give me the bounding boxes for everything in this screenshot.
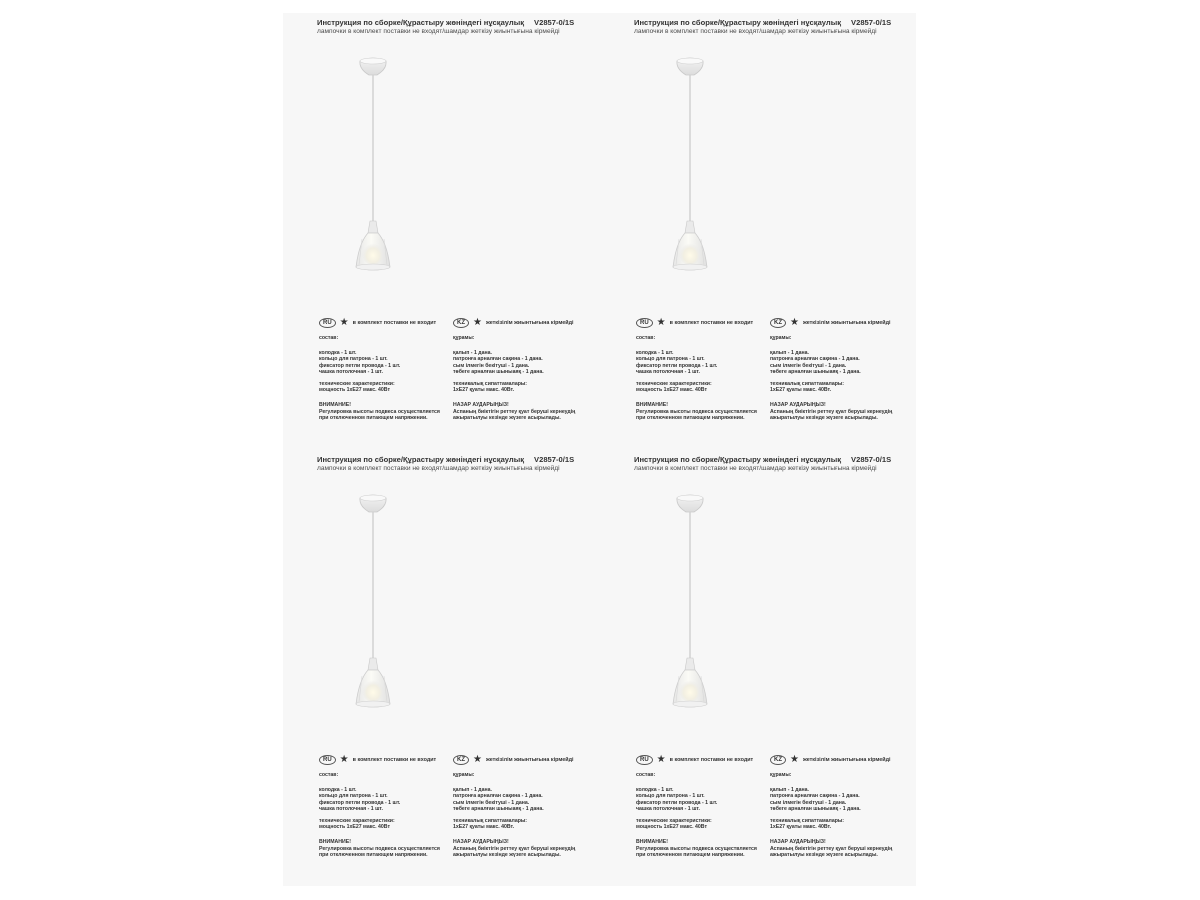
russian-column — [319, 318, 449, 421]
kz-badge: KZ — [453, 318, 469, 328]
star-icon: ★ — [339, 317, 349, 328]
kz-badge: KZ — [770, 318, 786, 328]
kz-warning — [770, 839, 900, 858]
list-item: қалып - 1 дана. — [770, 787, 809, 794]
star-icon: ★ — [656, 754, 666, 765]
list-item: колодка - 1 шт. — [636, 350, 674, 357]
model-number: V2857-0/1S — [851, 455, 892, 464]
kz-items — [453, 350, 583, 375]
list-item: кольцо для патрона - 1 шт. — [319, 793, 388, 800]
kz-specs — [453, 381, 583, 393]
instruction-panel — [283, 13, 599, 449]
ru-badge: RU — [319, 755, 336, 765]
kz-specs-title: техникалық сипаттамалары: — [453, 381, 528, 388]
star-icon: ★ — [790, 754, 799, 765]
ru-warning-line: при отключенном питающем напряжении. — [636, 414, 745, 421]
ru-warning — [636, 839, 766, 858]
ru-warning-title: ВНИМАНИЕ! — [319, 402, 351, 409]
ru-specs-value: мощность 1хЕ27 макс. 40Вт — [636, 824, 707, 831]
model-number: V2857-0/1S — [851, 18, 892, 27]
panel-title — [634, 18, 924, 27]
kz-specs — [770, 818, 900, 830]
list-item: қалып - 1 дана. — [453, 350, 492, 357]
list-item: патронға арналған сақина - 1 дана. — [770, 356, 860, 363]
panel-subtitle: лампочки в комплект поставки не входят/шамдар жеткізу жиынтығына кірмейді — [634, 465, 877, 472]
list-item: патронға арналған сақина - 1 дана. — [770, 793, 860, 800]
kz-note: жеткізілім жиынтығына кірмейді — [485, 756, 574, 763]
kz-warning-line: Аспаның биіктігін реттеу қуат беруші кернеудің — [770, 408, 893, 415]
ru-badge: RU — [319, 318, 336, 328]
ru-badge: RU — [636, 755, 653, 765]
pendant-lamp-illustration — [660, 53, 720, 278]
kz-warning — [770, 402, 900, 421]
list-item: чашка потолочная - 1 шт. — [319, 368, 383, 375]
list-item: чашка потолочная - 1 шт. — [319, 805, 383, 812]
ru-specs-title: технические характеристики: — [319, 381, 395, 388]
ru-warning-line: при отключенном питающем напряжении. — [319, 414, 428, 421]
title-text: Инструкция по сборке/Құрастыру жөніндегі нұсқаулық — [634, 455, 842, 464]
title-text: Инструкция по сборке/Құрастыру жөніндегі нұсқаулық — [317, 18, 525, 27]
ru-warning-line: при отключенном питающем напряжении. — [319, 851, 428, 858]
ru-items — [636, 350, 766, 375]
panel-subtitle: лампочки в комплект поставки не входят/шамдар жеткізу жиынтығына кірмейді — [317, 465, 560, 472]
kz-items — [770, 787, 900, 812]
russian-column — [319, 755, 449, 858]
list-item: кольцо для патрона - 1 шт. — [636, 793, 705, 800]
instruction-panel — [283, 450, 599, 886]
list-item: төбеге арналған шыныаяқ - 1 дана. — [770, 805, 861, 812]
list-item: сым ілмегін бекітуші - 1 дана. — [770, 362, 847, 369]
kz-note: жеткізілім жиынтығына кірмейді — [802, 756, 891, 763]
ru-composition-title: состав: — [319, 772, 339, 778]
ru-specs-value: мощность 1хЕ27 макс. 40Вт — [636, 387, 707, 394]
kazakh-column — [453, 318, 583, 421]
kz-badge: KZ — [770, 755, 786, 765]
ru-badge: RU — [636, 318, 653, 328]
ru-warning-title: ВНИМАНИЕ! — [319, 839, 351, 846]
kz-warning-line: ажыратылуы кезінде жүзеге асырылады. — [770, 414, 878, 421]
star-icon: ★ — [339, 754, 349, 765]
kz-warning-line: ажыратылуы кезінде жүзеге асырылады. — [770, 851, 878, 858]
panel-title — [317, 455, 607, 464]
list-item: сым ілмегін бекітуші - 1 дана. — [770, 799, 847, 806]
kz-warning-line: Аспаның биіктігін реттеу қуат беруші кернеудің — [453, 845, 576, 852]
ru-specs — [319, 818, 449, 830]
kz-warning-title: НАЗАР АУДАРЫҢЫЗ! — [770, 402, 826, 409]
kz-specs — [453, 818, 583, 830]
list-item: кольцо для патрона - 1 шт. — [636, 356, 705, 363]
list-item: колодка - 1 шт. — [319, 787, 357, 794]
ru-composition-title: состав: — [636, 772, 656, 778]
ru-specs-value: мощность 1хЕ27 макс. 40Вт — [319, 824, 390, 831]
russian-column — [636, 318, 766, 421]
kz-warning-title: НАЗАР АУДАРЫҢЫЗ! — [770, 839, 826, 846]
kz-composition-title: құрамы: — [453, 335, 475, 341]
ru-warning-line: Регулировка высоты подвеса осуществляется — [319, 408, 440, 415]
list-item: кольцо для патрона - 1 шт. — [319, 356, 388, 363]
kz-warning-title: НАЗАР АУДАРЫҢЫЗ! — [453, 402, 509, 409]
kz-specs-value: 1хЕ27 қуаты макс. 40Вт. — [770, 387, 832, 394]
ru-warning-title: ВНИМАНИЕ! — [636, 839, 668, 846]
ru-items — [319, 350, 449, 375]
ru-warning-title: ВНИМАНИЕ! — [636, 402, 668, 409]
ru-note: в комплект поставки не входит — [669, 756, 754, 763]
ru-specs — [636, 381, 766, 393]
instruction-panel — [600, 450, 916, 886]
panel-subtitle: лампочки в комплект поставки не входят/шамдар жеткізу жиынтығына кірмейді — [317, 28, 560, 35]
ru-specs-title: технические характеристики: — [319, 818, 395, 825]
ru-specs-title: технические характеристики: — [636, 381, 712, 388]
ru-warning-line: Регулировка высоты подвеса осуществляется — [636, 845, 757, 852]
kazakh-column — [770, 318, 900, 421]
pendant-lamp-illustration — [660, 490, 720, 715]
kz-warning-title: НАЗАР АУДАРЫҢЫЗ! — [453, 839, 509, 846]
list-item: патронға арналған сақина - 1 дана. — [453, 356, 543, 363]
panel-title — [634, 455, 924, 464]
ru-specs — [319, 381, 449, 393]
ru-note: в комплект поставки не входит — [669, 319, 754, 326]
model-number: V2857-0/1S — [534, 455, 575, 464]
model-number: V2857-0/1S — [534, 18, 575, 27]
ru-warning — [636, 402, 766, 421]
title-text: Инструкция по сборке/Құрастыру жөніндегі нұсқаулық — [634, 18, 842, 27]
panel-title — [317, 18, 607, 27]
pendant-lamp-illustration — [343, 53, 403, 278]
star-icon: ★ — [473, 754, 482, 765]
ru-items — [319, 787, 449, 812]
ru-note: в комплект поставки не входит — [352, 756, 437, 763]
ru-specs-title: технические характеристики: — [636, 818, 712, 825]
list-item: сым ілмегін бекітуші - 1 дана. — [453, 362, 530, 369]
kz-badge: KZ — [453, 755, 469, 765]
list-item: қалып - 1 дана. — [453, 787, 492, 794]
ru-warning-line: Регулировка высоты подвеса осуществляется — [319, 845, 440, 852]
ru-warning-line: при отключенном питающем напряжении. — [636, 851, 745, 858]
list-item: фиксатор петли провода - 1 шт. — [319, 799, 401, 806]
star-icon: ★ — [790, 317, 799, 328]
kz-composition-title: құрамы: — [770, 335, 792, 341]
kz-specs-title: техникалық сипаттамалары: — [770, 818, 845, 825]
kz-warning-line: Аспаның биіктігін реттеу қуат беруші кернеудің — [453, 408, 576, 415]
list-item: төбеге арналған шыныаяқ - 1 дана. — [453, 805, 544, 812]
kz-specs — [770, 381, 900, 393]
kz-note: жеткізілім жиынтығына кірмейді — [802, 319, 891, 326]
star-icon: ★ — [473, 317, 482, 328]
kz-specs-value: 1хЕ27 қуаты макс. 40Вт. — [453, 824, 515, 831]
list-item: төбеге арналған шыныаяқ - 1 дана. — [770, 368, 861, 375]
ru-warning — [319, 402, 449, 421]
ru-composition-title: состав: — [636, 335, 656, 341]
kz-warning-line: ажыратылуы кезінде жүзеге асырылады. — [453, 851, 561, 858]
list-item: чашка потолочная - 1 шт. — [636, 368, 700, 375]
pendant-lamp-illustration — [343, 490, 403, 715]
list-item: колодка - 1 шт. — [319, 350, 357, 357]
list-item: фиксатор петли провода - 1 шт. — [636, 799, 718, 806]
ru-composition-title: состав: — [319, 335, 339, 341]
list-item: колодка - 1 шт. — [636, 787, 674, 794]
kz-composition-title: құрамы: — [770, 772, 792, 778]
kz-items — [770, 350, 900, 375]
ru-items — [636, 787, 766, 812]
russian-column — [636, 755, 766, 858]
kazakh-column — [453, 755, 583, 858]
kz-specs-value: 1хЕ27 қуаты макс. 40Вт. — [770, 824, 832, 831]
kz-specs-title: техникалық сипаттамалары: — [770, 381, 845, 388]
list-item: сым ілмегін бекітуші - 1 дана. — [453, 799, 530, 806]
kz-specs-value: 1хЕ27 қуаты макс. 40Вт. — [453, 387, 515, 394]
instruction-panel — [600, 13, 916, 449]
kz-warning-line: Аспаның биіктігін реттеу қуат беруші кернеудің — [770, 845, 893, 852]
list-item: қалып - 1 дана. — [770, 350, 809, 357]
list-item: чашка потолочная - 1 шт. — [636, 805, 700, 812]
ru-note: в комплект поставки не входит — [352, 319, 437, 326]
panel-subtitle: лампочки в комплект поставки не входят/шамдар жеткізу жиынтығына кірмейді — [634, 28, 877, 35]
list-item: фиксатор петли провода - 1 шт. — [636, 362, 718, 369]
title-text: Инструкция по сборке/Құрастыру жөніндегі нұсқаулық — [317, 455, 525, 464]
kz-warning-line: ажыратылуы кезінде жүзеге асырылады. — [453, 414, 561, 421]
kz-items — [453, 787, 583, 812]
ru-specs-value: мощность 1хЕ27 макс. 40Вт — [319, 387, 390, 394]
list-item: төбеге арналған шыныаяқ - 1 дана. — [453, 368, 544, 375]
kazakh-column — [770, 755, 900, 858]
star-icon: ★ — [656, 317, 666, 328]
kz-warning — [453, 839, 583, 858]
ru-warning-line: Регулировка высоты подвеса осуществляется — [636, 408, 757, 415]
kz-specs-title: техникалық сипаттамалары: — [453, 818, 528, 825]
list-item: фиксатор петли провода - 1 шт. — [319, 362, 401, 369]
list-item: патронға арналған сақина - 1 дана. — [453, 793, 543, 800]
ru-specs — [636, 818, 766, 830]
kz-warning — [453, 402, 583, 421]
kz-composition-title: құрамы: — [453, 772, 475, 778]
kz-note: жеткізілім жиынтығына кірмейді — [485, 319, 574, 326]
ru-warning — [319, 839, 449, 858]
